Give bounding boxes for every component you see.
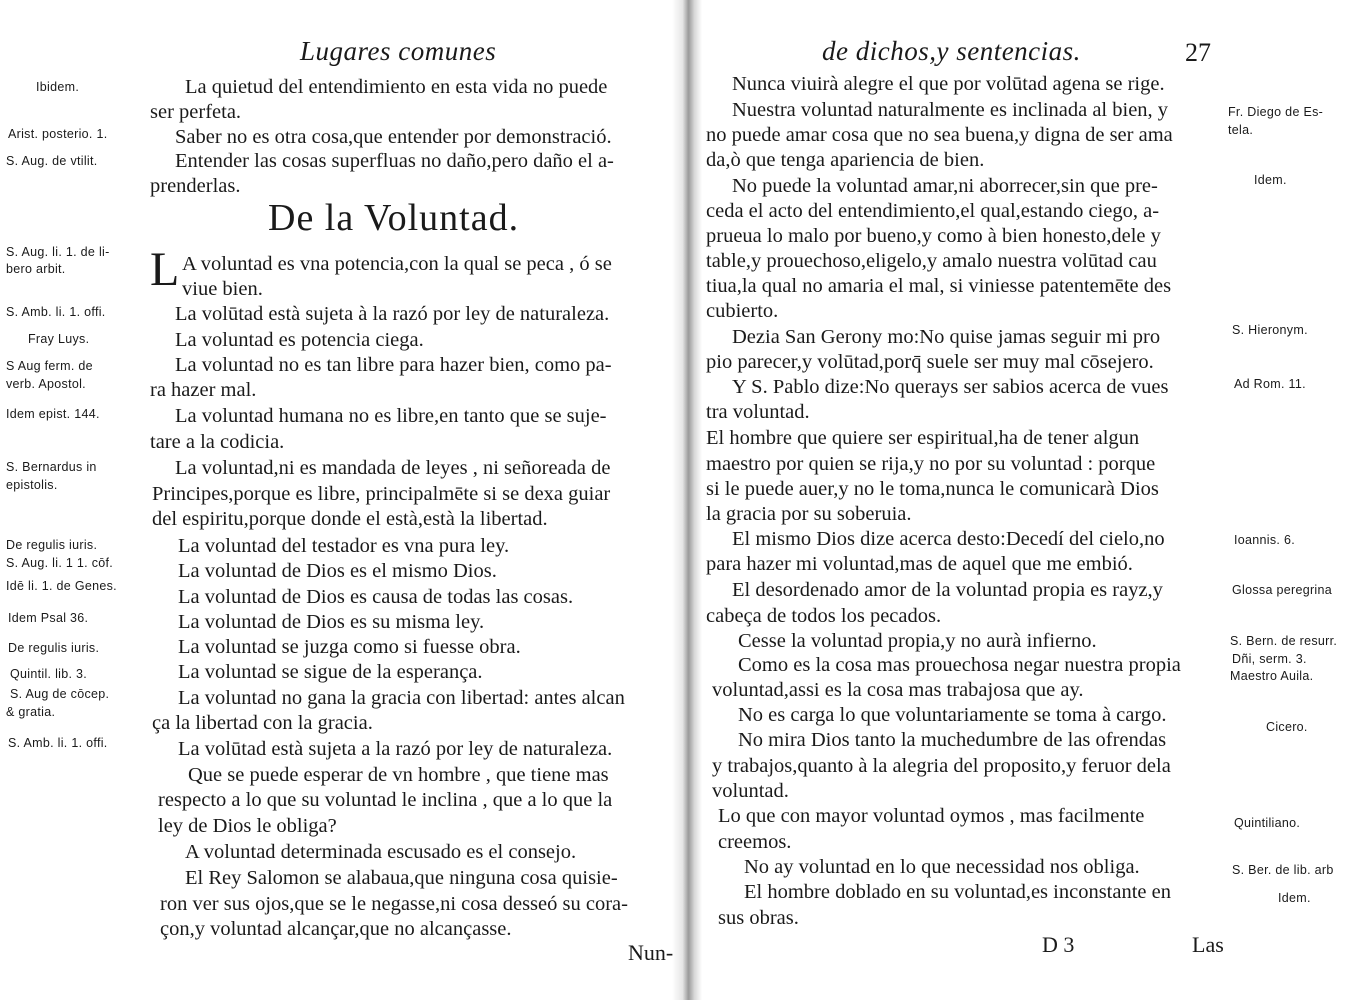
margin-note: verb. Apostol. xyxy=(6,377,86,391)
text-line: prueua lo malo por bueno,y como à bien honesto,dele y xyxy=(706,225,1161,247)
margin-note: Ibidem. xyxy=(36,80,80,94)
text-line: Entender las cosas superfluas no daño,pero daño el a- xyxy=(175,150,614,172)
text-line: La voluntad se sigue de la esperança. xyxy=(178,661,483,683)
text-line: table,y prouechoso,eligelo,y amalo nuestra volūtad cau xyxy=(706,250,1157,272)
margin-note: Quintiliano. xyxy=(1234,816,1301,830)
margin-note: Glossa peregrina xyxy=(1232,583,1332,597)
margin-note: Idem Psal 36. xyxy=(8,611,89,625)
text-line: Lo que con mayor voluntad oymos , mas facilmente xyxy=(718,805,1145,827)
margin-note: S. Bern. de resurr. xyxy=(1230,634,1338,648)
text-line: Como es la cosa mas prouechosa negar nuestra propia xyxy=(738,654,1181,676)
text-line: La voluntad no gana la gracia con libertad: antes alcan xyxy=(178,687,625,709)
margin-note: S. Aug. de vtilit. xyxy=(6,154,98,168)
text-line: voluntad,assi es la cosa mas trabajosa que ay. xyxy=(712,679,1084,701)
text-line: No es carga lo que voluntariamente se toma à cargo. xyxy=(738,704,1167,726)
margin-note: S. Amb. li. 1. offi. xyxy=(8,736,108,750)
text-line: La voluntad,ni es mandada de leyes , ni señoreada de xyxy=(175,457,611,479)
margin-note: Fray Luys. xyxy=(28,332,90,346)
margin-note: Idem. xyxy=(1254,173,1287,187)
margin-note: bero arbit. xyxy=(6,262,66,276)
signature-mark: D 3 xyxy=(1042,932,1075,957)
text-line: sus obras. xyxy=(718,907,799,929)
margin-note: S. Aug de cōcep. xyxy=(10,687,110,701)
margin-note: Ad Rom. 11. xyxy=(1234,377,1306,391)
text-line: Nuestra voluntad naturalmente es inclinada al bien, y xyxy=(732,99,1169,121)
text-line: prenderlas. xyxy=(150,175,241,197)
margin-note: Ioannis. 6. xyxy=(1234,533,1295,547)
margin-note: S. Aug. li. 1. de li- xyxy=(6,245,110,259)
text-line: creemos. xyxy=(718,831,792,853)
text-line: La voluntad de Dios es su misma ley. xyxy=(178,611,485,633)
margin-note: Arist. posterio. 1. xyxy=(8,127,108,141)
margin-note: Fr. Diego de Es- xyxy=(1228,105,1324,119)
text-line: da,ò que tenga apariencia de bien. xyxy=(706,149,985,171)
drop-cap: L xyxy=(150,243,180,296)
text-line: tra voluntad. xyxy=(706,401,810,423)
text-line: Dezia San Gerony mo:No quise jamas seguir mi pro xyxy=(732,326,1161,348)
margin-note: tela. xyxy=(1228,123,1254,137)
text-line: El Rey Salomon se alabaua,que ninguna cosa quisie- xyxy=(185,867,618,889)
catchword-right: Las xyxy=(1192,932,1224,957)
margin-note: Idem. xyxy=(1278,891,1311,905)
text-line: La volūtad està sujeta à la razó por ley de naturaleza. xyxy=(175,303,610,325)
margin-note: S. Bernardus in xyxy=(6,460,97,474)
text-line: No mira Dios tanto la muchedumbre de las ofrendas xyxy=(738,729,1167,751)
text-line: Que se puede esperar de vn hombre , que tiene mas xyxy=(188,764,609,786)
text-line: ra hazer mal. xyxy=(150,379,257,401)
text-line: para hazer mi voluntad,mas de aquel que me embió. xyxy=(706,553,1133,575)
text-line: tiua,la qual no amaria el mal, si viniesse patentemēte des xyxy=(706,275,1172,297)
margin-note: epistolis. xyxy=(6,478,58,492)
margin-note: Idē li. 1. de Genes. xyxy=(6,579,117,593)
running-head-left: Lugares comunes xyxy=(300,36,497,66)
text-line: La voluntad es potencia ciega. xyxy=(175,329,424,351)
text-line: si le puede auer,y no le toma,nunca le comunicarà Dios xyxy=(706,478,1159,500)
text-line: ser perfeta. xyxy=(150,101,242,123)
section-title: De la Voluntad. xyxy=(268,197,520,239)
text-line: El hombre doblado en su voluntad,es inconstante en xyxy=(744,881,1171,903)
text-line: ceda el acto del entendimiento,el qual,estando ciego, a- xyxy=(706,200,1160,222)
text-line: El hombre que quiere ser espiritual,ha de tener algun xyxy=(706,427,1140,449)
margin-note: S. Amb. li. 1. offi. xyxy=(6,305,106,319)
margin-note: S. Aug. li. 1 1. cōf. xyxy=(6,556,114,570)
text-line: viue bien. xyxy=(182,278,263,300)
text-line: La voluntad no es tan libre para hazer bien, como pa- xyxy=(175,354,612,376)
text-line: ron ver sus ojos,que se le negasse,ni cosa desseó su cora- xyxy=(160,893,628,915)
running-head-right: de dichos,y sentencias. xyxy=(822,36,1081,66)
text-line: respecto a lo que su voluntad le inclina , que a lo que la xyxy=(158,789,613,811)
text-line: cubierto. xyxy=(706,300,779,322)
text-line: Principes,porque es libre, principalmēte si se dexa guiar xyxy=(152,483,611,505)
text-line: Saber no es otra cosa,que entender por demonstració. xyxy=(175,126,612,148)
margin-note: S. Hieronym. xyxy=(1232,323,1308,337)
right-page xyxy=(700,0,1367,1000)
text-line: ley de Dios le obliga? xyxy=(158,815,337,837)
margin-note: Maestro Auila. xyxy=(1230,669,1314,683)
margin-note: De regulis iuris. xyxy=(6,538,98,552)
text-line: No ay voluntad en lo que necessidad nos obliga. xyxy=(744,856,1140,878)
text-line: A voluntad es vna potencia,con la qual se peca , ó se xyxy=(182,253,612,275)
text-line: ça la libertad con la gracia. xyxy=(152,712,373,734)
text-line: El mismo Dios dize acerca desto:Decedí del cielo,no xyxy=(732,528,1165,550)
text-line: tare a la codicia. xyxy=(150,431,285,453)
margin-note: Cicero. xyxy=(1266,720,1308,734)
folio-number: 27 xyxy=(1185,38,1211,67)
text-line: La voluntad de Dios es causa de todas las cosas. xyxy=(178,586,574,608)
catchword-left: Nun- xyxy=(628,940,674,965)
margin-note: Idem epist. 144. xyxy=(6,407,100,421)
text-line: La quietud del entendimiento en esta vida no puede xyxy=(185,76,608,98)
text-line: No puede la voluntad amar,ni aborrecer,sin que pre- xyxy=(732,175,1158,197)
text-line: La voluntad de Dios es el mismo Dios. xyxy=(178,560,497,582)
margin-note: De regulis iuris. xyxy=(8,641,100,655)
text-line: La voluntad humana no es libre,en tanto que se suje- xyxy=(175,405,607,427)
margin-note: S Aug ferm. de xyxy=(6,359,93,373)
text-line: cabeça de todos los pecados. xyxy=(706,605,942,627)
text-line: Cesse la voluntad propia,y no aurà infierno. xyxy=(738,630,1097,652)
text-line: El desordenado amor de la voluntad propia es rayz,y xyxy=(732,579,1163,601)
text-line: la gracia por su soberuia. xyxy=(706,503,912,525)
margin-note: & gratia. xyxy=(6,705,56,719)
text-line: maestro por quien se rija,y no por su voluntad : porque xyxy=(706,453,1156,475)
text-line: çon,y voluntad alcançar,que no alcançasse. xyxy=(160,918,512,940)
text-line: y trabajos,quanto à la alegria del proposito,y feruor dela xyxy=(712,755,1171,777)
text-line: pio parecer,y volūtad,porq̄ suele ser muy mal cōsejero. xyxy=(706,351,1154,373)
text-line: Y S. Pablo dize:No querays ser sabios acerca de vues xyxy=(732,376,1169,398)
margin-note: Quintil. lib. 3. xyxy=(10,667,88,681)
text-line: del espiritu,porque donde el està,està la libertad. xyxy=(152,508,548,530)
text-line: voluntad. xyxy=(712,780,789,802)
text-line: A voluntad determinada escusado es el consejo. xyxy=(185,841,577,863)
margin-note: S. Ber. de lib. arb xyxy=(1232,863,1334,877)
text-line: no puede amar cosa que no sea buena,y digna de ser ama xyxy=(706,124,1173,146)
text-line: La volūtad està sujeta a la razó por ley de naturaleza. xyxy=(178,738,613,760)
text-line: Nunca viuirà alegre el que por volūtad agena se rige. xyxy=(732,73,1165,95)
text-line: La voluntad del testador es vna pura ley. xyxy=(178,535,510,557)
margin-note: Dñi, serm. 3. xyxy=(1232,652,1307,666)
text-line: La voluntad se juzga como si fuesse obra. xyxy=(178,636,521,658)
left-page xyxy=(0,0,680,1000)
